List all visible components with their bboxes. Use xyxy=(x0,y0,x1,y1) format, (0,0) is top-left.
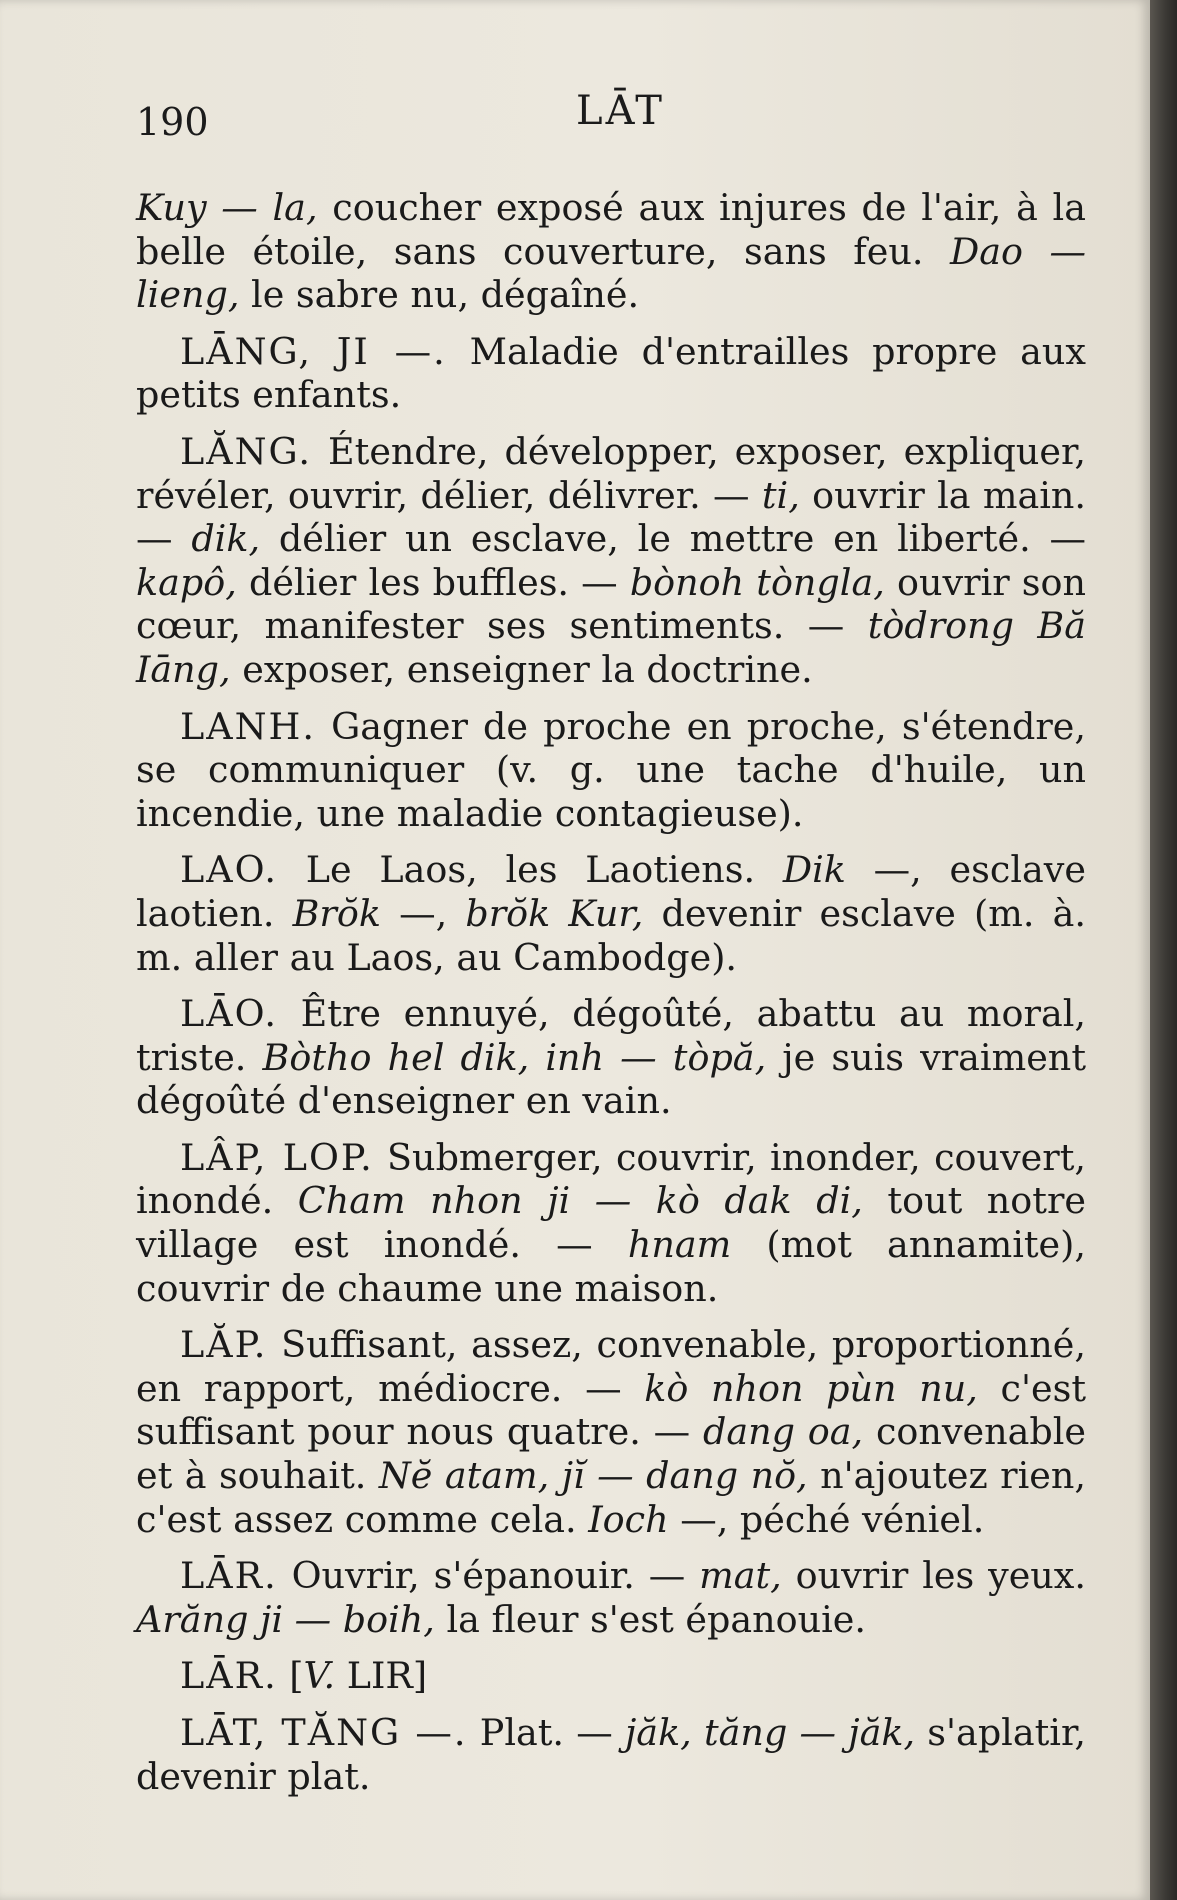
definition-text: ouvrir les yeux. xyxy=(781,1554,1086,1598)
definition-text: (mot annamite), couvrir de chaume une maison. xyxy=(136,1223,1086,1310)
definition-text: délier les buffles. — xyxy=(236,560,630,604)
definition-text: —, xyxy=(380,891,466,935)
definition-text: LIR] xyxy=(335,1654,428,1698)
example-phrase: dik, xyxy=(191,517,261,561)
entry-headword: LĂP. xyxy=(180,1323,268,1367)
definition-text: Gagner de proche en proche, s'étendre, se communiquer (v. g. une tache d'huile, un incendie, une maladie contagieuse). xyxy=(136,704,1086,835)
entry-headword: LÂP, LOP. xyxy=(180,1135,374,1179)
definition-text: convenable et à souhait. xyxy=(136,1410,1086,1498)
dictionary-entry xyxy=(136,1711,1086,1798)
example-phrase: kò nhon pùn nu, xyxy=(644,1366,978,1410)
definition-text: la fleur s'est épanouie. xyxy=(434,1597,866,1641)
dictionary-entries xyxy=(136,186,1086,1811)
example-phrase: jăk, tăng — jăk, xyxy=(624,1711,916,1754)
example-phrase: kapô, xyxy=(136,560,237,604)
definition-text: Le Laos, les Laotiens. xyxy=(278,848,783,892)
entry-headword: LĀR. xyxy=(180,1554,278,1598)
example-phrase: Arăng ji — boih, xyxy=(136,1597,435,1641)
dictionary-entry xyxy=(136,848,1086,979)
example-phrase: Brŏk xyxy=(292,891,381,935)
definition-text: coucher exposé aux injures de l'air, à la belle étoile, sans couverture, sans feu. xyxy=(136,186,1086,273)
example-phrase: Bòtho hel dik, inh — tòpă, xyxy=(262,1035,767,1079)
example-phrase: Dao — lieng, xyxy=(136,229,1086,317)
dictionary-entry xyxy=(136,1654,1086,1698)
definition-text: Être ennuyé, dégoûté, abattu au moral, triste. xyxy=(136,992,1086,1079)
example-phrase: Nĕ atam, jĭ — dang nŏ, xyxy=(378,1454,808,1498)
entry-headword: LĀNG, JI —. xyxy=(180,329,447,373)
definition-text: exposer, enseigner la doctrine. xyxy=(230,647,813,691)
definition-text: le sabre nu, dégaîné. xyxy=(239,273,640,317)
dictionary-entry xyxy=(136,1554,1086,1641)
example-phrase: Cham nhon ji — kò dak di, xyxy=(297,1179,863,1223)
dictionary-entry xyxy=(136,430,1086,692)
definition-text: Étendre, développer, exposer, expliquer, révéler, ouvrir, délier, délivrer. — xyxy=(136,429,1086,517)
definition-text: s'aplatir, devenir plat. xyxy=(136,1711,1086,1798)
example-phrase: Kuy — la, xyxy=(136,186,318,229)
definition-text: délier un esclave, le mettre en liberté. — xyxy=(260,517,1086,561)
definition-text: Suffisant, assez, convenable, proportionné, en rapport, médiocre. — xyxy=(136,1323,1086,1410)
definition-text: ouvrir son cœur, manifester ses sentiments. — xyxy=(136,560,1087,648)
definition-text: —, péché véniel. xyxy=(668,1497,985,1541)
example-phrase: tòdrong Bă Iāng, xyxy=(136,604,1086,691)
page-header xyxy=(136,88,1096,148)
definition-text: Maladie d'entrailles propre aux petits enfants. xyxy=(136,329,1086,417)
entry-continuation xyxy=(136,186,1086,317)
definition-text: Submerger, couvrir, inonder, couvert, inondé. xyxy=(136,1135,1086,1223)
entry-headword: LAO. xyxy=(180,848,278,892)
definition-text: je suis vraiment dégoûté d'enseigner en vain. xyxy=(136,1035,1086,1123)
example-phrase: V. xyxy=(303,1654,336,1698)
dictionary-entry xyxy=(136,705,1086,836)
definition-text: ouvrir la main. — xyxy=(136,473,1086,561)
dictionary-entry xyxy=(136,1323,1086,1541)
definition-text: [ xyxy=(277,1654,304,1698)
entry-headword: LĀR. xyxy=(180,1654,278,1698)
entry-headword: LĀO. xyxy=(180,992,278,1036)
page-number: 190 xyxy=(136,100,209,144)
example-phrase: hnam xyxy=(627,1223,732,1267)
example-phrase: bònoh tòngla, xyxy=(629,560,885,604)
entry-headword: LĂNG. xyxy=(180,429,312,473)
dictionary-entry xyxy=(136,330,1086,417)
definition-text: devenir esclave (m. à. m. aller au Laos, au Cambodge). xyxy=(136,891,1086,979)
definition-text: tout notre village est inondé. — xyxy=(136,1179,1086,1267)
example-phrase: Ioch xyxy=(588,1497,669,1541)
definition-text: Ouvrir, s'épanouir. — xyxy=(277,1554,700,1598)
example-phrase: ti, xyxy=(761,473,800,517)
example-phrase: Dik xyxy=(782,848,846,892)
example-phrase: dang oa, xyxy=(703,1410,864,1454)
definition-text: c'est suffisant pour nous quatre. — xyxy=(136,1366,1087,1454)
definition-text: n'ajoutez rien, c'est assez comme cela. xyxy=(136,1454,1087,1541)
page-edge-shadow xyxy=(1150,0,1177,1900)
definition-text: Plat. — xyxy=(467,1711,625,1754)
dictionary-entry xyxy=(136,992,1086,1123)
entry-headword: LĀT, TĂNG —. xyxy=(180,1711,468,1754)
example-phrase: mat, xyxy=(699,1554,782,1598)
running-head: LĀT xyxy=(576,88,665,134)
entry-headword: LANH. xyxy=(180,704,316,748)
dictionary-entry xyxy=(136,1136,1086,1310)
definition-text: —, esclave laotien. xyxy=(136,848,1086,935)
example-phrase: brŏk Kur, xyxy=(465,891,644,935)
